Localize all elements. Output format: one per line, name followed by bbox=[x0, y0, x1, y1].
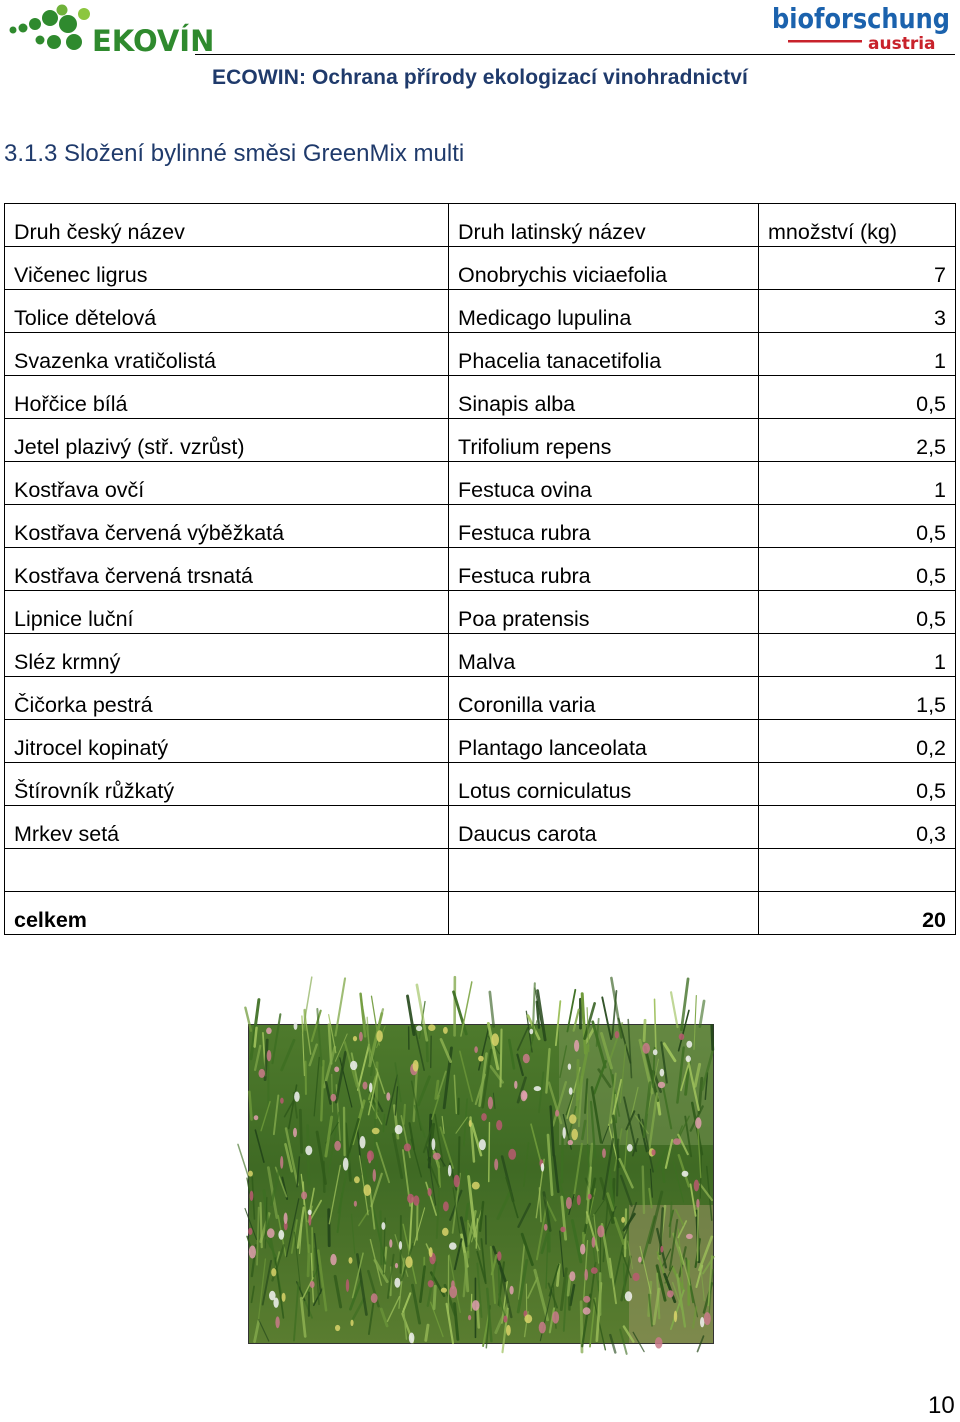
quantity-cell bbox=[759, 849, 956, 892]
total-empty-cell bbox=[449, 892, 759, 935]
table-row bbox=[5, 333, 956, 376]
czech-name-cell: Mrkev setá bbox=[5, 806, 449, 849]
quantity-cell: 3 bbox=[759, 290, 956, 333]
header-latin-name: Druh latinský název bbox=[449, 204, 759, 247]
greenmix-field-photo bbox=[248, 1024, 714, 1344]
czech-name-cell: Kostřava červená trsnatá bbox=[5, 548, 449, 591]
czech-name-cell: Jitrocel kopinatý bbox=[5, 720, 449, 763]
quantity-cell: 1 bbox=[759, 333, 956, 376]
page-number: 10 bbox=[928, 1392, 955, 1419]
ekovin-logo bbox=[4, 0, 215, 58]
czech-name-cell: Hořčice bílá bbox=[5, 376, 449, 419]
table-row bbox=[5, 591, 956, 634]
table-row bbox=[5, 806, 956, 849]
latin-name-cell: Coronilla varia bbox=[449, 677, 759, 720]
quantity-cell: 0,5 bbox=[759, 505, 956, 548]
quantity-cell: 0,5 bbox=[759, 763, 956, 806]
table-row-empty bbox=[5, 849, 956, 892]
czech-name-cell: Svazenka vratičolistá bbox=[5, 333, 449, 376]
greenmix-composition-table bbox=[4, 203, 956, 935]
table-row bbox=[5, 376, 956, 419]
quantity-cell: 0,5 bbox=[759, 591, 956, 634]
table-row bbox=[5, 290, 956, 333]
table-row bbox=[5, 419, 956, 462]
table-row bbox=[5, 634, 956, 677]
latin-name-cell bbox=[449, 849, 759, 892]
table-header-row bbox=[5, 204, 956, 247]
bioforschung-austria-logo bbox=[770, 2, 955, 54]
czech-name-cell: Sléz krmný bbox=[5, 634, 449, 677]
table-row bbox=[5, 677, 956, 720]
table-row bbox=[5, 505, 956, 548]
table-row bbox=[5, 720, 956, 763]
quantity-cell: 1 bbox=[759, 634, 956, 677]
svg-text:austria: austria bbox=[868, 34, 936, 54]
quantity-cell: 7 bbox=[759, 247, 956, 290]
svg-text:bioforschung: bioforschung bbox=[772, 2, 950, 35]
table-total-row bbox=[5, 892, 956, 935]
table-row bbox=[5, 462, 956, 505]
latin-name-cell: Festuca ovina bbox=[449, 462, 759, 505]
quantity-cell: 0,5 bbox=[759, 548, 956, 591]
quantity-cell: 0,5 bbox=[759, 376, 956, 419]
latin-name-cell: Sinapis alba bbox=[449, 376, 759, 419]
latin-name-cell: Festuca rubra bbox=[449, 548, 759, 591]
latin-name-cell: Onobrychis viciaefolia bbox=[449, 247, 759, 290]
table-row bbox=[5, 247, 956, 290]
latin-name-cell: Lotus corniculatus bbox=[449, 763, 759, 806]
czech-name-cell: Kostřava ovčí bbox=[5, 462, 449, 505]
czech-name-cell bbox=[5, 849, 449, 892]
svg-text:EKOVÍN: EKOVÍN bbox=[92, 24, 215, 58]
czech-name-cell: Lipnice luční bbox=[5, 591, 449, 634]
quantity-cell: 0,2 bbox=[759, 720, 956, 763]
latin-name-cell: Plantago lanceolata bbox=[449, 720, 759, 763]
header-quantity: množství (kg) bbox=[759, 204, 956, 247]
latin-name-cell: Malva bbox=[449, 634, 759, 677]
czech-name-cell: Jetel plazivý (stř. vzrůst) bbox=[5, 419, 449, 462]
quantity-cell: 1 bbox=[759, 462, 956, 505]
czech-name-cell: Vičenec ligrus bbox=[5, 247, 449, 290]
total-value: 20 bbox=[759, 892, 956, 935]
quantity-cell: 0,3 bbox=[759, 806, 956, 849]
section-heading: 3.1.3 Složení bylinné směsi GreenMix multi bbox=[4, 140, 465, 167]
quantity-cell: 2,5 bbox=[759, 419, 956, 462]
latin-name-cell: Poa pratensis bbox=[449, 591, 759, 634]
czech-name-cell: Kostřava červená výběžkatá bbox=[5, 505, 449, 548]
latin-name-cell: Festuca rubra bbox=[449, 505, 759, 548]
table-row bbox=[5, 548, 956, 591]
total-label: celkem bbox=[5, 892, 449, 935]
czech-name-cell: Tolice dětelová bbox=[5, 290, 449, 333]
latin-name-cell: Medicago lupulina bbox=[449, 290, 759, 333]
czech-name-cell: Čičorka pestrá bbox=[5, 677, 449, 720]
quantity-cell: 1,5 bbox=[759, 677, 956, 720]
document-header-title: ECOWIN: Ochrana přírody ekologizací vinohradnictví bbox=[212, 66, 748, 89]
latin-name-cell: Trifolium repens bbox=[449, 419, 759, 462]
header-czech-name: Druh český název bbox=[5, 204, 449, 247]
table-row bbox=[5, 763, 956, 806]
latin-name-cell: Phacelia tanacetifolia bbox=[449, 333, 759, 376]
czech-name-cell: Štírovník růžkatý bbox=[5, 763, 449, 806]
latin-name-cell: Daucus carota bbox=[449, 806, 759, 849]
header-rule bbox=[195, 54, 955, 55]
